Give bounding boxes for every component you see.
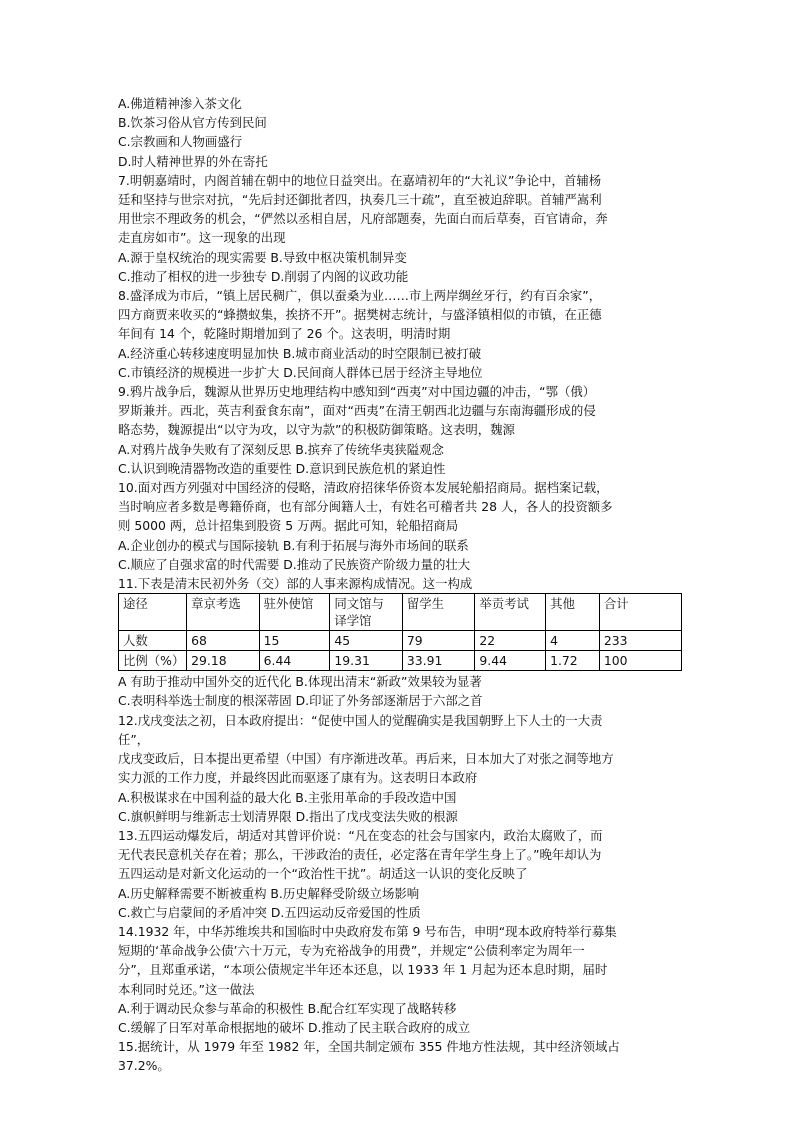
table-cell: 79 — [402, 631, 475, 651]
text-line: 无代表民意机关存在着；那么，干涉政治的责任，必定落在青年学生身上了。”晚年却认为 — [118, 847, 602, 863]
table-cell: 68 — [187, 631, 260, 651]
text-line: A.佛道精神渗入茶文化 — [118, 96, 242, 111]
text-line: C.推动了相权的进一步独专 D.削弱了内阁的议政功能 — [118, 268, 409, 284]
text-line: D.时人精神世界的外在寄托 — [118, 153, 268, 169]
text-line: 7.明朝嘉靖时，内阁首辅在朝中的地位日益突出。在嘉靖初年的“大礼议”争论中，首辅杨 — [118, 172, 602, 188]
text-line: 用世宗不理政务的机会，“俨然以丞相自居，凡府部题奏，先面白而后草奏，百官请命，奔 — [118, 211, 608, 227]
text-line: 则 5000 两，总计招集到股资 5 万两。据此可知，轮船招商局 — [118, 518, 459, 534]
table-row — [119, 631, 682, 651]
text-line: 罗斯兼并。西北，英吉利蚕食东南”，面对“西夷”在清王朝西北边疆与东南海疆形成的侵 — [118, 403, 596, 419]
text-line: A.利于调动民众参与革命的积极性 B.配合红军实现了战略转移 — [118, 1000, 457, 1016]
text-line: 五四运动是对新文化运动的一个“政治性干扰”。胡适这一认识的变化反映了 — [118, 866, 528, 882]
text-line: A.经济重心转移速度明显加快 B.城市商业活动的时空限制已被打破 — [118, 345, 482, 361]
table-cell: 233 — [599, 631, 681, 651]
text-line: 略态势，魏源提出“以守为攻，以守为款”的积极防御策略。这表明，魏源 — [118, 422, 515, 438]
text-line: 年间有 14 个，乾隆时期增加到了 26 个。这表明，明清时期 — [118, 326, 451, 342]
text-line: 戊戌变政后，日本提出更希望（中国）有序渐进改革。再后来，日本加大了对张之洞等地方 — [118, 751, 614, 767]
table-cell: 合计 — [599, 594, 681, 631]
table-cell: 章京考选 — [187, 594, 260, 631]
table-cell: 9.44 — [475, 651, 546, 671]
table-cell: 45 — [330, 631, 403, 651]
text-line: C.表明科举选士制度的根深蒂固 D.印证了外务部逐渐居于六部之首 — [118, 693, 483, 709]
text-line: 短期的‘革命战争公债’六十万元，专为充裕战争的用费”，并规定“公债利率定为周年一 — [118, 943, 585, 959]
text-line: 8.盛泽成为市后，“镇上居民稠广，俱以蚕桑为业……市上两岸绸丝牙行，约有百余家”， — [118, 288, 602, 304]
exam-page — [118, 94, 686, 1076]
text-line: C.宗教画和人物画盛行 — [118, 134, 243, 150]
text-line: A.积极谋求在中国利益的最大化 B.主张用革命的手段改造中国 — [118, 789, 457, 805]
text-line: A.历史解释需要不断被重构 B.历史解释受阶级立场影响 — [118, 885, 420, 901]
text-line: 廷和坚持与世宗对抗，“先后封还御批者四，执奏几三十疏”，直至被迫辞职。首辅严嵩利 — [118, 192, 602, 208]
text-line: 12.戊戌变法之初，日本政府提出：“促使中国人的觉醒确实是我国朝野上下人士的一大责 — [118, 712, 603, 728]
table-cell: 4 — [546, 631, 600, 651]
text-line: 本利同时兑还。”这一做法 — [118, 981, 255, 997]
table-cell: 同文馆与 译学馆 — [330, 594, 403, 631]
table-row — [119, 651, 682, 671]
text-line: A.源于皇权统治的现实需要 B.导致中枢决策机制异变 — [118, 249, 407, 265]
text-line: A.对鸦片战争失败有了深刻反思 B.摈弃了传统华夷狭隘观念 — [118, 441, 444, 457]
text-line: C.市镇经济的规模进一步扩大 D.民间商人群体已居于经济主导地位 — [118, 364, 483, 380]
table-cell: 15 — [259, 631, 330, 651]
text-line: C.救亡与启蒙间的矛盾冲突 D.五四运动反帝爱国的性质 — [118, 904, 421, 920]
text-line: C.顺应了自强求富的时代需要 D.推动了民族资产阶级力量的壮大 — [118, 556, 471, 572]
text-line: 实力派的工作力度，并最终因此而驱逐了康有为。这表明日本政府 — [118, 770, 478, 786]
text-line: C.旗帜鲜明与维新志士划清界限 D.指出了戊戌变法失败的根源 — [118, 808, 458, 824]
table-cell: 途径 — [119, 594, 187, 631]
text-line: 11.下表是清末民初外务（交）部的人事来源构成情况。这一构成 — [118, 576, 473, 592]
table-row — [119, 594, 682, 631]
table-cell: 22 — [475, 631, 546, 651]
table-cell: 比例（%） — [119, 651, 187, 671]
table-cell: 1.72 — [546, 651, 600, 671]
table-cell: 100 — [599, 651, 681, 671]
text-line: 走直房如市”。这一现象的出现 — [118, 230, 286, 246]
text-line: A 有助于推动中国外交的近代化 B.体现出清末“新政”效果较为显著 — [118, 674, 482, 690]
text-line: 分”，且郑重承诺，“本项公债规定半年还本还息，以 1933 年 1 月起为还本息时期，届时 — [118, 962, 608, 978]
table-cell: 留学生 — [402, 594, 475, 631]
text-line: C.缓解了日军对革命根据地的破坏 D.推动了民主联合政府的成立 — [118, 1019, 471, 1035]
table-cell: 33.91 — [402, 651, 475, 671]
text-line: C.认识到晚清器物改造的重要性 D.意识到民族危机的紧迫性 — [118, 460, 446, 476]
text-line: 15.据统计，从 1979 年至 1982 年，全国共制定颁布 355 件地方性法规，其中经济领域占 — [118, 1039, 620, 1055]
text-line: 四方商贾来收买的“蜂攒蚁集，挨挤不开”。据樊树志统计，与盛泽镇相似的市镇，在正德 — [118, 307, 602, 323]
text-line: A.企业创办的模式与国际接轨 B.有利于拓展与海外市场间的联系 — [118, 537, 469, 553]
table-cell: 29.18 — [187, 651, 260, 671]
text-line: 当时响应者多数是粤籍侨商，也有部分闽籍人士，有姓名可稽者共 28 人，各人的投资额多 — [118, 499, 613, 515]
personnel-source-table — [118, 593, 682, 671]
table-cell: 人数 — [119, 631, 187, 651]
text-line: 37.2%。 — [118, 1058, 170, 1074]
table-cell: 驻外使馆 — [259, 594, 330, 631]
table-cell: 19.31 — [330, 651, 403, 671]
table-cell: 其他 — [546, 594, 600, 631]
text-line: 任”， — [118, 731, 150, 747]
table-cell: 6.44 — [259, 651, 330, 671]
text-line: 9.鸦片战争后，魏源从世界历史地理结构中感知到“西夷”对中国边疆的冲击，“鄂（俄） — [118, 384, 596, 400]
text-line: B.饮茶习俗从官方传到民间 — [118, 115, 267, 131]
table-cell: 举贡考试 — [475, 594, 546, 631]
text-line: 10.面对西方列强对中国经济的侵略，清政府招徕华侨资本发展轮船招商局。据档案记载， — [118, 480, 609, 496]
text-line: 13.五四运动爆发后，胡适对其曾评价说：“凡在变态的社会与国家内，政治太腐败了，而 — [118, 827, 603, 843]
text-line: 14.1932 年，中华苏维埃共和国临时中央政府发布第 9 号布告，申明“现本政府特举行募集 — [118, 923, 617, 939]
